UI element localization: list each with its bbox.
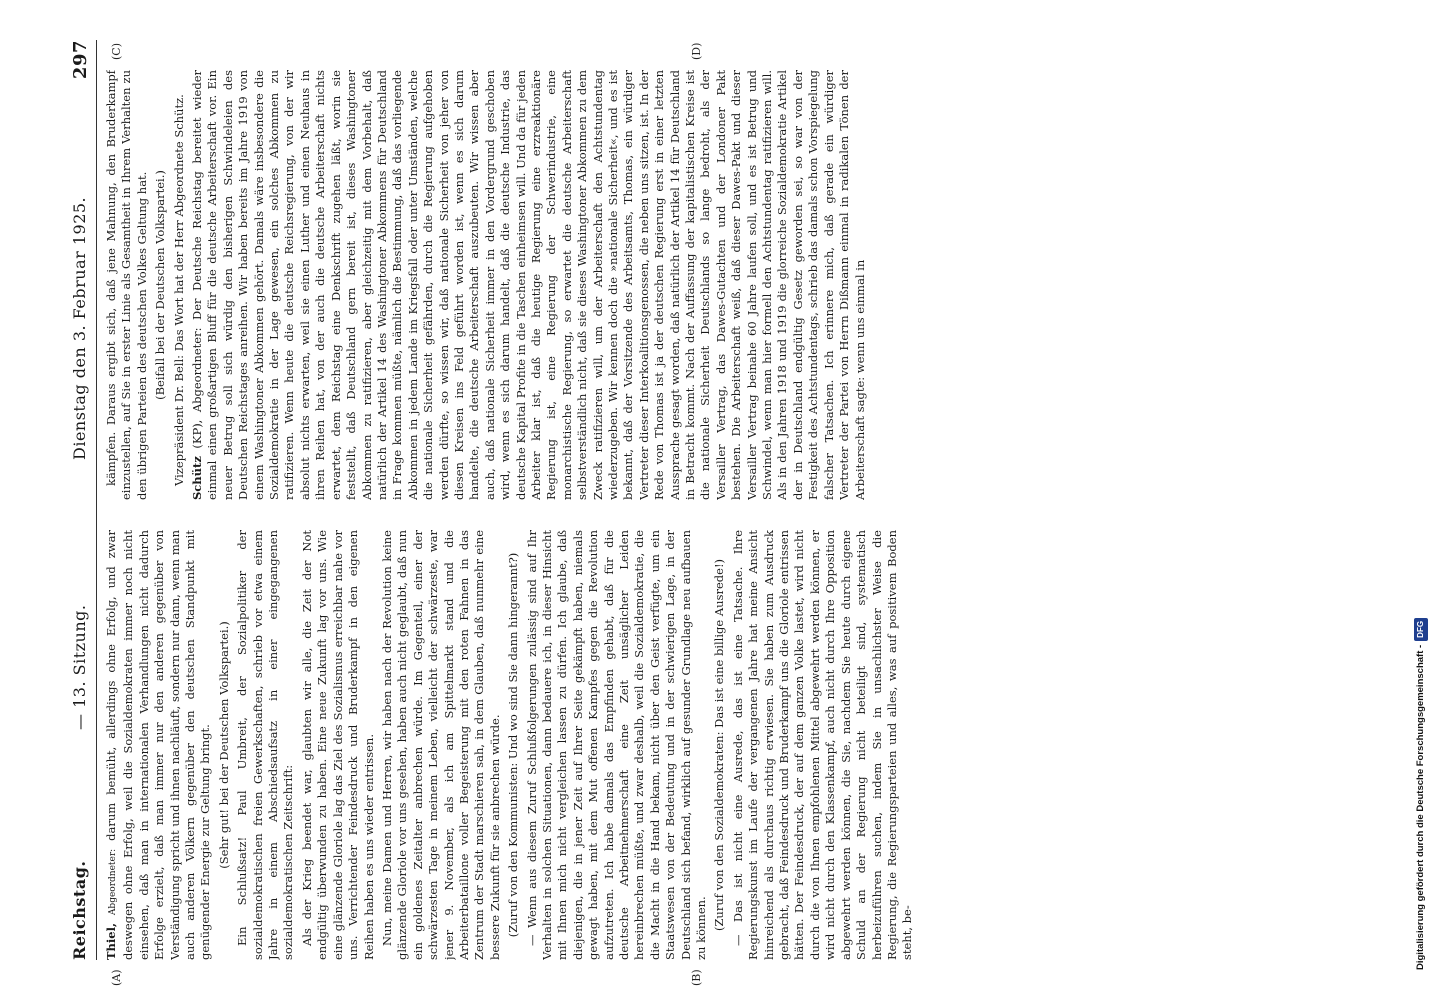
- funding-sidebar: [1414, 10, 1428, 970]
- speaker-role: Abgeordneter:: [108, 848, 118, 916]
- paragraph: [235, 530, 297, 960]
- paragraph: [712, 530, 727, 960]
- speaker-name: Schütz: [190, 456, 205, 500]
- margin-marker-c: (C): [110, 43, 123, 60]
- paragraph: [380, 530, 503, 960]
- paragraph-text: darum bemüht, allerdings ohne Erfolg, und zwar deswegen ohne Erfolg, weil die Sozialdemokraten immer noch nicht einsehen, daß man in internationalen Verhandlungen nicht dadurch Erfolge erzielt, daß man immer nur den anderen gegenüber von Verständigung spricht und ihnen nachläuft, sondern nur dann, wenn man auch anderen Völkern gegenüber den deutschen Standpunkt mit genügender Energie zur Geltung bringt.: [104, 530, 213, 960]
- paragraph-text: — Das ist nicht eine Ausrede, das ist eine Tatsache. Ihre Regierungskunst im Laufe der vergangenen Jahre hat meine Ansicht hinreichend als durchaus richtig erwiesen. Sie haben zum Ausdruck gebracht, daß Feindesdruck und Bruderkampf uns die Gloriole entrissen hätten. Der Feindesdruck, der auf dem ganzen Volke lastet, wird nicht durch die von Ihnen empfohlenen Mittel abgewehrt werden können, er wird nicht durch den Klassenkampf, auch nicht durch Ihre Opposition abgewehrt werden können, die Sie, nachdem Sie heute durch eigene Schuld an der Regierung nicht beteiligt sind, systematisch herbeizuführen suchen, indem Sie in unsachlichster Weise die Regierung, die Regierungsparteien und alles, was auf positivem Boden steht, be-: [730, 530, 915, 960]
- paragraph: [506, 530, 521, 960]
- paragraph-text: Als der Krieg beendet war, glaubten wir alle, die Zeit der Not endgültig überwunden zu haben. Eine neue Zukunft lag vor uns. Wie eine glänzende Gloriole lag das Ziel des Sozialismus erreichbar nahe vor uns. Verrichtender Feindesdruck und Bruderkampf in den eigenen Reihen haben es uns wieder entrissen.: [299, 530, 376, 960]
- margin-marker-b: (B): [690, 969, 703, 986]
- paragraph-text: (Zuruf von den Kommunisten: Und wo sind Sie dann hingerannt?): [506, 552, 521, 938]
- paragraph-text: (Beifall bei der Deutschen Volkspartei.): [153, 170, 168, 400]
- paragraph: [217, 530, 232, 960]
- paragraph: [172, 70, 187, 500]
- header-rule: [96, 40, 97, 960]
- paragraph: [153, 70, 168, 500]
- header-title: Reichstag.: [70, 860, 89, 960]
- speaker-role: (KP), Abgeordneter:: [190, 327, 205, 449]
- header-session: — 13. Sitzung.: [70, 604, 89, 730]
- paragraph-text: Nun, meine Damen und Herren, wir haben nach der Revolution keine glänzende Gloriole vor uns gesehen, haben auch nicht geglaubt, daß nun ein goldenes Zeitalter anbrechen würde. Im Gegenteil, einer der schwärzesten Tage in meinem Leben, vielleicht der schwärzeste, war jener 9. November, als ich am Spittelmarkt stand und die Arbeiterbataillone voller Begeisterung mit den roten Fahnen in das Zentrum der Stadt marschieren sah, in dem Glauben, daß nunmehr eine bessere Zukunft für sie anbrechen würde.: [379, 530, 502, 960]
- paragraph: [300, 530, 377, 960]
- dfg-logo: DFG: [1414, 618, 1428, 641]
- paragraph-text: Der Deutsche Reichstag bereitet wieder einmal einen großartigen Bluff für die deutsche Arbeiterschaft vor. Ein neuer Betrug soll sich würdig den bisherigen Schwindeleien des Deutschen Reichstages anreihen. Wir haben bereits im Jahre 1919 von einem Washingtoner Abkommen gehört. Damals wäre insbesondere die Sozialdemokratie in der Lage gewesen, ein solches Abkommen zu ratifizieren. Wenn heute die deutsche Reichsregierung, von der wir absolut nichts erwarten, weil sie einen Luther und einen Neuhaus in ihren Reihen hat, von der auch die deutsche Arbeiterschaft nichts erwartet, dem Reichstag eine Denkschrift zugehen läßt, worin sie feststellt, daß Deutschland gern bereit ist, dieses Washingtoner Abkommen zu ratifizieren, aber gleichzeitig mit dem Vorbehalt, daß natürlich der Artikel 14 des Washingtoner Abkommens für Deutschland in Frage kommen müßte, nämlich die Bestimmung, daß das vorliegende Abkommen in jedem Lande im Kriegsfall oder unter Umständen, welche die nationale Sicherheit gefährden, durch die Regierung aufgehoben werden dürfte, so wissen wir, daß nationale Sicherheit von jeher von diesen Kreisen ins Feld geführt worden ist, wenn es sich darum handelte, die deutsche Arbeiterschaft auszubeuten. Wir wissen aber auch, daß nationale Sicherheit immer in den Vordergrund geschoben wird, wenn es sich darum handelt, daß die deutsche Industrie, das deutsche Kapital Profite in die Taschen einheimsen will. Und da für jeden Arbeiter klar ist, daß die heutige Regierung eine erzreaktionäre Regierung ist, eine Regierung der Schwerindustrie, eine monarchistische Regierung, so erwartet die deutsche Arbeiterschaft selbstverständlich nicht, daß sie dieses Washingtoner Abkommen zu dem Zweck ratifizieren will, um der Arbeiterschaft den Achtstundentag wiederzugeben. Wir kennen doch die »nationale Sicherheit«, und es ist bekannt, daß der Vorsitzende des Arbeitsamts, Thomas, ein würdiger Vertreter dieser Interkoalitionsgenossen, die neben uns sitzen, ist. In der Rede von Thomas ist ja der deutschen Regierung erst in einer letzten Aussprache gesagt worden, daß natürlich der Artikel 14 für Deutschland in Betracht kommt. Nach der Auffassung der kapitalistischen Kreise ist die nationale Sicherheit Deutschlands so lange bedroht, als der Versailler Vertrag, das Dawes-Gutachten und der Londoner Pakt bestehen. Die Arbeiterschaft weiß, daß dieser Dawes-Pakt und dieser Versailler Vertrag beinahe 60 Jahre laufen soll, und es ist Betrug und Schwindel, wenn man hier formell den Achtstundentag ratifizieren will. Als in den Jahren 1918 und 1919 die glorreiche Sozialdemokratie Artikel der in Deutschland endgültig Gesetz geworden sei, so war von der Festigkeit des Achtstundentags, schrieb das damals schon Vorspiegelung falscher Tatsachen. Ich erinnere mich, daß gerade ein würdiger Vertreter der Partei von Herrn Dißmann einmal in radikalen Tönen der Arbeiterschaft sagte: wenn uns einmal in: [190, 70, 867, 500]
- paragraph: [190, 70, 868, 500]
- paragraph-text: kämpfen. Daraus ergibt sich, daß jene Mahnung, den Bruderkampf einzustellen, auf Sie in erster Linie als Gesamtheit in Ihrem Verhalten zu den übrigen Parteien des deutschen Volkes Geltung hat.: [104, 70, 149, 500]
- margin-marker-a: (A): [110, 969, 123, 986]
- paragraph: [731, 530, 916, 960]
- paragraph-text: (Sehr gut! bei der Deutschen Volkspartei.): [216, 621, 231, 869]
- margin-marker-d: (D): [690, 42, 703, 60]
- funding-text: Digitalisierung gefördert durch die Deutsche Forschungsgemeinschaft -: [1415, 644, 1426, 970]
- header-date: Dienstag den 3. Februar 1925.: [70, 196, 89, 460]
- left-text-column: [104, 530, 1284, 960]
- paragraph-text: (Zuruf von den Sozialdemokraten: Das ist eine billige Ausrede!): [712, 558, 727, 932]
- paragraph: [104, 70, 150, 500]
- funding-note: [1414, 10, 1428, 970]
- paragraph-text: Ein Schlußsatz! Paul Umbreit, der Sozialpolitiker der sozialdemokratischen freien Gewerkschaften, schrieb vor etwa einem Jahre in einem Abschiedsaufsatz in einer eingegangenen sozialdemokratischen Zeitschrift:: [235, 530, 296, 960]
- speaker-name: Thiel,: [104, 923, 118, 960]
- paragraph: [104, 530, 214, 960]
- paragraph: [525, 530, 710, 960]
- right-text-column: [104, 70, 1284, 500]
- paragraph-text: Vizepräsident Dr. Bell: Das Wort hat der Herr Abgeordnete Schütz.: [171, 94, 186, 486]
- paragraph-text: — Wenn aus diesem Zuruf Schlußfolgerungen zulässig sind auf Ihr Verhalten in solchen Situationen, dann bedauere ich, in dieser Hinsicht mit Ihnen mich nicht vergleichen lassen zu dürfen. Ich glaube, daß diejenigen, die in jener Zeit auf Ihrer Seite gekämpft haben, niemals gewagt haben, mit dem Mut offenen Kampfes gegen die Revolution aufzutreten. Ich habe damals das Empfinden gehabt, daß für die deutsche Arbeitnehmerschaft eine Zeit unsäglicher Leiden hereinbrechen müßte, und zwar deshalb, weil die Sozialdemokratie, die die Macht in die Hand bekam, nicht über den Geist verfügte, um ein Staatswesen von der Bedeutung und in der schwierigen Lage, in der Deutschland sich befand, wirklich auf gesunder Grundlage neu aufbauen zu können.: [524, 530, 709, 960]
- page-number: 297: [70, 40, 91, 80]
